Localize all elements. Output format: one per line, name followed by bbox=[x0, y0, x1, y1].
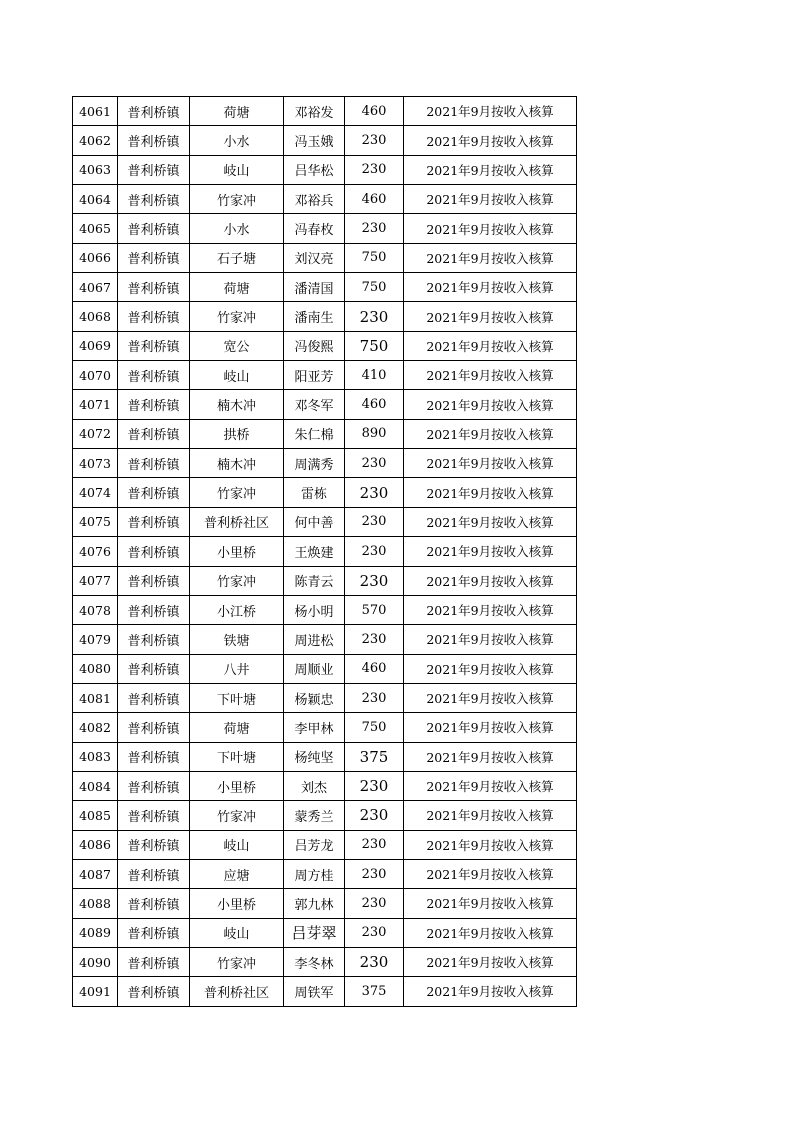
village-cell: 荷塘 bbox=[190, 713, 284, 742]
name-cell: 周顺业 bbox=[284, 654, 345, 683]
name-cell: 王焕建 bbox=[284, 537, 345, 566]
note-cell: 2021年9月按收入核算 bbox=[404, 214, 577, 243]
row-id-cell: 4076 bbox=[73, 537, 118, 566]
name-cell: 潘清国 bbox=[284, 273, 345, 302]
note-cell: 2021年9月按收入核算 bbox=[404, 97, 577, 126]
note-cell: 2021年9月按收入核算 bbox=[404, 507, 577, 536]
note-cell: 2021年9月按收入核算 bbox=[404, 243, 577, 272]
town-cell: 普利桥镇 bbox=[118, 830, 190, 859]
village-cell: 荷塘 bbox=[190, 97, 284, 126]
town-cell: 普利桥镇 bbox=[118, 126, 190, 155]
village-cell: 宽公 bbox=[190, 331, 284, 360]
name-cell: 陈青云 bbox=[284, 566, 345, 595]
note-cell: 2021年9月按收入核算 bbox=[404, 361, 577, 390]
table-row bbox=[73, 273, 577, 302]
row-id-cell: 4081 bbox=[73, 683, 118, 712]
amount-cell: 570 bbox=[345, 595, 404, 624]
table-row bbox=[73, 331, 577, 360]
village-cell: 楠木冲 bbox=[190, 390, 284, 419]
name-cell: 邓裕兵 bbox=[284, 185, 345, 214]
village-cell: 竹家冲 bbox=[190, 302, 284, 331]
village-cell: 小里桥 bbox=[190, 771, 284, 800]
note-cell: 2021年9月按收入核算 bbox=[404, 918, 577, 947]
town-cell: 普利桥镇 bbox=[118, 478, 190, 507]
amount-cell: 230 bbox=[345, 507, 404, 536]
village-cell: 竹家冲 bbox=[190, 947, 284, 976]
name-cell: 郭九林 bbox=[284, 889, 345, 918]
village-cell: 竹家冲 bbox=[190, 185, 284, 214]
amount-cell: 230 bbox=[345, 771, 404, 800]
row-id-cell: 4072 bbox=[73, 419, 118, 448]
name-cell: 刘汉亮 bbox=[284, 243, 345, 272]
amount-cell: 460 bbox=[345, 390, 404, 419]
village-cell: 普利桥社区 bbox=[190, 507, 284, 536]
records-table bbox=[72, 96, 577, 1007]
row-id-cell: 4062 bbox=[73, 126, 118, 155]
town-cell: 普利桥镇 bbox=[118, 654, 190, 683]
row-id-cell: 4066 bbox=[73, 243, 118, 272]
name-cell: 周进松 bbox=[284, 625, 345, 654]
amount-cell: 230 bbox=[345, 830, 404, 859]
town-cell: 普利桥镇 bbox=[118, 801, 190, 830]
records-table-body bbox=[73, 97, 577, 1007]
name-cell: 邓冬军 bbox=[284, 390, 345, 419]
amount-cell: 230 bbox=[345, 126, 404, 155]
row-id-cell: 4088 bbox=[73, 889, 118, 918]
town-cell: 普利桥镇 bbox=[118, 273, 190, 302]
village-cell: 铁塘 bbox=[190, 625, 284, 654]
row-id-cell: 4082 bbox=[73, 713, 118, 742]
name-cell: 刘杰 bbox=[284, 771, 345, 800]
table-row bbox=[73, 302, 577, 331]
note-cell: 2021年9月按收入核算 bbox=[404, 859, 577, 888]
town-cell: 普利桥镇 bbox=[118, 595, 190, 624]
table-row bbox=[73, 683, 577, 712]
name-cell: 冯玉娥 bbox=[284, 126, 345, 155]
row-id-cell: 4061 bbox=[73, 97, 118, 126]
note-cell: 2021年9月按收入核算 bbox=[404, 771, 577, 800]
town-cell: 普利桥镇 bbox=[118, 302, 190, 331]
note-cell: 2021年9月按收入核算 bbox=[404, 654, 577, 683]
row-id-cell: 4084 bbox=[73, 771, 118, 800]
table-row bbox=[73, 801, 577, 830]
town-cell: 普利桥镇 bbox=[118, 331, 190, 360]
row-id-cell: 4064 bbox=[73, 185, 118, 214]
row-id-cell: 4091 bbox=[73, 977, 118, 1006]
village-cell: 下叶塘 bbox=[190, 742, 284, 771]
table-row bbox=[73, 771, 577, 800]
village-cell: 小江桥 bbox=[190, 595, 284, 624]
name-cell: 冯俊熙 bbox=[284, 331, 345, 360]
amount-cell: 460 bbox=[345, 185, 404, 214]
name-cell: 何中善 bbox=[284, 507, 345, 536]
note-cell: 2021年9月按收入核算 bbox=[404, 273, 577, 302]
amount-cell: 230 bbox=[345, 947, 404, 976]
amount-cell: 230 bbox=[345, 625, 404, 654]
village-cell: 楠木冲 bbox=[190, 449, 284, 478]
table-row bbox=[73, 977, 577, 1006]
table-row bbox=[73, 654, 577, 683]
town-cell: 普利桥镇 bbox=[118, 537, 190, 566]
town-cell: 普利桥镇 bbox=[118, 771, 190, 800]
note-cell: 2021年9月按收入核算 bbox=[404, 331, 577, 360]
village-cell: 小水 bbox=[190, 126, 284, 155]
row-id-cell: 4089 bbox=[73, 918, 118, 947]
table-row bbox=[73, 507, 577, 536]
town-cell: 普利桥镇 bbox=[118, 742, 190, 771]
table-row bbox=[73, 859, 577, 888]
note-cell: 2021年9月按收入核算 bbox=[404, 302, 577, 331]
note-cell: 2021年9月按收入核算 bbox=[404, 713, 577, 742]
name-cell: 蒙秀兰 bbox=[284, 801, 345, 830]
town-cell: 普利桥镇 bbox=[118, 918, 190, 947]
amount-cell: 230 bbox=[345, 859, 404, 888]
note-cell: 2021年9月按收入核算 bbox=[404, 625, 577, 654]
row-id-cell: 4069 bbox=[73, 331, 118, 360]
village-cell: 小水 bbox=[190, 214, 284, 243]
note-cell: 2021年9月按收入核算 bbox=[404, 390, 577, 419]
row-id-cell: 4065 bbox=[73, 214, 118, 243]
village-cell: 竹家冲 bbox=[190, 801, 284, 830]
table-row bbox=[73, 889, 577, 918]
table-row bbox=[73, 214, 577, 243]
amount-cell: 460 bbox=[345, 97, 404, 126]
row-id-cell: 4086 bbox=[73, 830, 118, 859]
table-row bbox=[73, 478, 577, 507]
name-cell: 李冬林 bbox=[284, 947, 345, 976]
name-cell: 周方桂 bbox=[284, 859, 345, 888]
table-row bbox=[73, 595, 577, 624]
amount-cell: 375 bbox=[345, 977, 404, 1006]
table-row bbox=[73, 155, 577, 184]
town-cell: 普利桥镇 bbox=[118, 947, 190, 976]
table-row bbox=[73, 243, 577, 272]
row-id-cell: 4090 bbox=[73, 947, 118, 976]
name-cell: 李甲林 bbox=[284, 713, 345, 742]
table-row bbox=[73, 419, 577, 448]
table-row bbox=[73, 830, 577, 859]
table-row bbox=[73, 126, 577, 155]
amount-cell: 230 bbox=[345, 889, 404, 918]
town-cell: 普利桥镇 bbox=[118, 625, 190, 654]
amount-cell: 230 bbox=[345, 918, 404, 947]
town-cell: 普利桥镇 bbox=[118, 889, 190, 918]
name-cell: 朱仁棉 bbox=[284, 419, 345, 448]
amount-cell: 230 bbox=[345, 537, 404, 566]
note-cell: 2021年9月按收入核算 bbox=[404, 478, 577, 507]
row-id-cell: 4070 bbox=[73, 361, 118, 390]
name-cell: 杨小明 bbox=[284, 595, 345, 624]
table-row bbox=[73, 918, 577, 947]
village-cell: 普利桥社区 bbox=[190, 977, 284, 1006]
name-cell: 冯春枚 bbox=[284, 214, 345, 243]
note-cell: 2021年9月按收入核算 bbox=[404, 947, 577, 976]
name-cell: 雷栋 bbox=[284, 478, 345, 507]
village-cell: 岐山 bbox=[190, 155, 284, 184]
village-cell: 竹家冲 bbox=[190, 566, 284, 595]
table-row bbox=[73, 97, 577, 126]
name-cell: 杨颖忠 bbox=[284, 683, 345, 712]
town-cell: 普利桥镇 bbox=[118, 214, 190, 243]
table-row bbox=[73, 361, 577, 390]
table-row bbox=[73, 566, 577, 595]
town-cell: 普利桥镇 bbox=[118, 390, 190, 419]
note-cell: 2021年9月按收入核算 bbox=[404, 683, 577, 712]
row-id-cell: 4077 bbox=[73, 566, 118, 595]
row-id-cell: 4079 bbox=[73, 625, 118, 654]
name-cell: 吕芽翠 bbox=[284, 918, 345, 947]
amount-cell: 230 bbox=[345, 214, 404, 243]
village-cell: 竹家冲 bbox=[190, 478, 284, 507]
row-id-cell: 4080 bbox=[73, 654, 118, 683]
town-cell: 普利桥镇 bbox=[118, 713, 190, 742]
row-id-cell: 4067 bbox=[73, 273, 118, 302]
town-cell: 普利桥镇 bbox=[118, 566, 190, 595]
table-row bbox=[73, 713, 577, 742]
amount-cell: 750 bbox=[345, 273, 404, 302]
row-id-cell: 4075 bbox=[73, 507, 118, 536]
town-cell: 普利桥镇 bbox=[118, 419, 190, 448]
amount-cell: 230 bbox=[345, 683, 404, 712]
amount-cell: 460 bbox=[345, 654, 404, 683]
town-cell: 普利桥镇 bbox=[118, 507, 190, 536]
note-cell: 2021年9月按收入核算 bbox=[404, 449, 577, 478]
note-cell: 2021年9月按收入核算 bbox=[404, 537, 577, 566]
row-id-cell: 4085 bbox=[73, 801, 118, 830]
amount-cell: 230 bbox=[345, 566, 404, 595]
note-cell: 2021年9月按收入核算 bbox=[404, 126, 577, 155]
name-cell: 周铁军 bbox=[284, 977, 345, 1006]
row-id-cell: 4071 bbox=[73, 390, 118, 419]
town-cell: 普利桥镇 bbox=[118, 449, 190, 478]
village-cell: 小里桥 bbox=[190, 889, 284, 918]
note-cell: 2021年9月按收入核算 bbox=[404, 419, 577, 448]
note-cell: 2021年9月按收入核算 bbox=[404, 801, 577, 830]
name-cell: 周满秀 bbox=[284, 449, 345, 478]
amount-cell: 750 bbox=[345, 243, 404, 272]
row-id-cell: 4068 bbox=[73, 302, 118, 331]
amount-cell: 375 bbox=[345, 742, 404, 771]
table-row bbox=[73, 742, 577, 771]
village-cell: 石子塘 bbox=[190, 243, 284, 272]
town-cell: 普利桥镇 bbox=[118, 361, 190, 390]
amount-cell: 750 bbox=[345, 331, 404, 360]
town-cell: 普利桥镇 bbox=[118, 97, 190, 126]
town-cell: 普利桥镇 bbox=[118, 977, 190, 1006]
amount-cell: 230 bbox=[345, 302, 404, 331]
row-id-cell: 4073 bbox=[73, 449, 118, 478]
note-cell: 2021年9月按收入核算 bbox=[404, 566, 577, 595]
town-cell: 普利桥镇 bbox=[118, 859, 190, 888]
row-id-cell: 4083 bbox=[73, 742, 118, 771]
note-cell: 2021年9月按收入核算 bbox=[404, 155, 577, 184]
name-cell: 邓裕发 bbox=[284, 97, 345, 126]
table-row bbox=[73, 947, 577, 976]
note-cell: 2021年9月按收入核算 bbox=[404, 595, 577, 624]
name-cell: 吕华松 bbox=[284, 155, 345, 184]
village-cell: 八井 bbox=[190, 654, 284, 683]
village-cell: 岐山 bbox=[190, 361, 284, 390]
amount-cell: 230 bbox=[345, 449, 404, 478]
name-cell: 杨纯坚 bbox=[284, 742, 345, 771]
table-row bbox=[73, 449, 577, 478]
amount-cell: 890 bbox=[345, 419, 404, 448]
row-id-cell: 4063 bbox=[73, 155, 118, 184]
name-cell: 吕芳龙 bbox=[284, 830, 345, 859]
town-cell: 普利桥镇 bbox=[118, 185, 190, 214]
name-cell: 阳亚芳 bbox=[284, 361, 345, 390]
village-cell: 岐山 bbox=[190, 830, 284, 859]
amount-cell: 230 bbox=[345, 155, 404, 184]
table-row bbox=[73, 185, 577, 214]
table-row bbox=[73, 390, 577, 419]
table-row bbox=[73, 625, 577, 654]
table-row bbox=[73, 537, 577, 566]
note-cell: 2021年9月按收入核算 bbox=[404, 830, 577, 859]
village-cell: 荷塘 bbox=[190, 273, 284, 302]
village-cell: 岐山 bbox=[190, 918, 284, 947]
note-cell: 2021年9月按收入核算 bbox=[404, 889, 577, 918]
note-cell: 2021年9月按收入核算 bbox=[404, 742, 577, 771]
town-cell: 普利桥镇 bbox=[118, 155, 190, 184]
town-cell: 普利桥镇 bbox=[118, 243, 190, 272]
amount-cell: 750 bbox=[345, 713, 404, 742]
town-cell: 普利桥镇 bbox=[118, 683, 190, 712]
village-cell: 拱桥 bbox=[190, 419, 284, 448]
row-id-cell: 4078 bbox=[73, 595, 118, 624]
row-id-cell: 4087 bbox=[73, 859, 118, 888]
amount-cell: 230 bbox=[345, 478, 404, 507]
name-cell: 潘南生 bbox=[284, 302, 345, 331]
village-cell: 下叶塘 bbox=[190, 683, 284, 712]
village-cell: 小里桥 bbox=[190, 537, 284, 566]
note-cell: 2021年9月按收入核算 bbox=[404, 977, 577, 1006]
amount-cell: 410 bbox=[345, 361, 404, 390]
amount-cell: 230 bbox=[345, 801, 404, 830]
village-cell: 应塘 bbox=[190, 859, 284, 888]
note-cell: 2021年9月按收入核算 bbox=[404, 185, 577, 214]
row-id-cell: 4074 bbox=[73, 478, 118, 507]
